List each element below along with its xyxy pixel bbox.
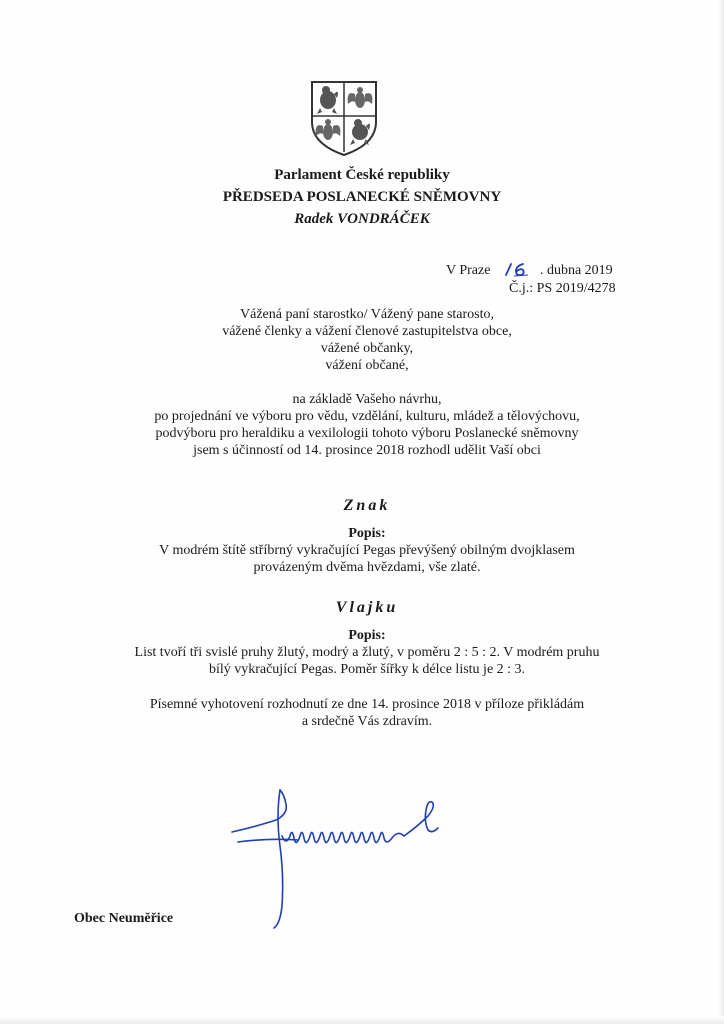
flag-subheading: Popis: [348,628,386,643]
reference-number: Č.j.: PS 2019/4278 [509,281,616,296]
salutation-line: vážené členky a vážení členové zastupitelstva obce, [222,324,512,339]
handwritten-signature [228,776,458,936]
institution-name: Parlament České republiky [274,167,450,183]
place-date [446,262,696,280]
coat-of-arms-description: V modrém štítě stříbrný vykračující Pegas převýšený obilným dvojklasem [159,543,575,558]
coat-of-arms-subheading: Popis: [348,526,386,541]
place-label: V Praze [446,263,491,278]
paper-edge-right [718,0,724,1024]
flag-heading: Vlajku [335,599,399,616]
chairman-title: PŘEDSEDA POSLANECKÉ SNĚMOVNY [222,189,502,205]
paper-edge-bottom [0,1016,724,1024]
czech-state-coat-of-arms-icon [304,78,384,158]
recipient-municipality: Obec Neuměřice [74,911,174,926]
intro-line: podvýboru pro heraldiku a vexilologii tohoto výboru Poslanecké sněmovny [155,426,579,441]
salutation-line: Vážená paní starostko/ Vážený pane starosto, [240,307,494,322]
intro-line: po projednání ve výboru pro vědu, vzdělání, kulturu, mládež a tělovýchovu, [154,409,580,424]
coat-of-arms-description: provázeným dvěma hvězdami, vše zlaté. [253,560,481,575]
intro-line: jsem s účinností od 14. prosince 2018 rozhodl udělit Vaší obci [193,443,541,458]
handwritten-day [494,262,540,278]
intro-line: na základě Vašeho návrhu, [292,392,442,407]
salutation-line: vážené občanky, [320,341,414,356]
salutation-line: vážení občané, [325,358,409,373]
coat-of-arms-heading: Znak [343,497,391,514]
flag-description: List tvoří tři svislé pruhy žlutý, modrý a žlutý, v poměru 2 : 5 : 2. V modrém pruhu [134,645,600,660]
flag-description: bílý vykračující Pegas. Poměr šířky k délce listu je 2 : 3. [208,662,526,677]
closing-line: a srdečně Vás zdravím. [301,714,433,729]
month-year: . dubna 2019 [539,263,613,278]
closing-line: Písemné vyhotovení rozhodnutí ze dne 14. prosince 2018 v příloze přikládám [149,697,585,712]
chairman-name: Radek VONDRÁČEK [294,211,430,227]
